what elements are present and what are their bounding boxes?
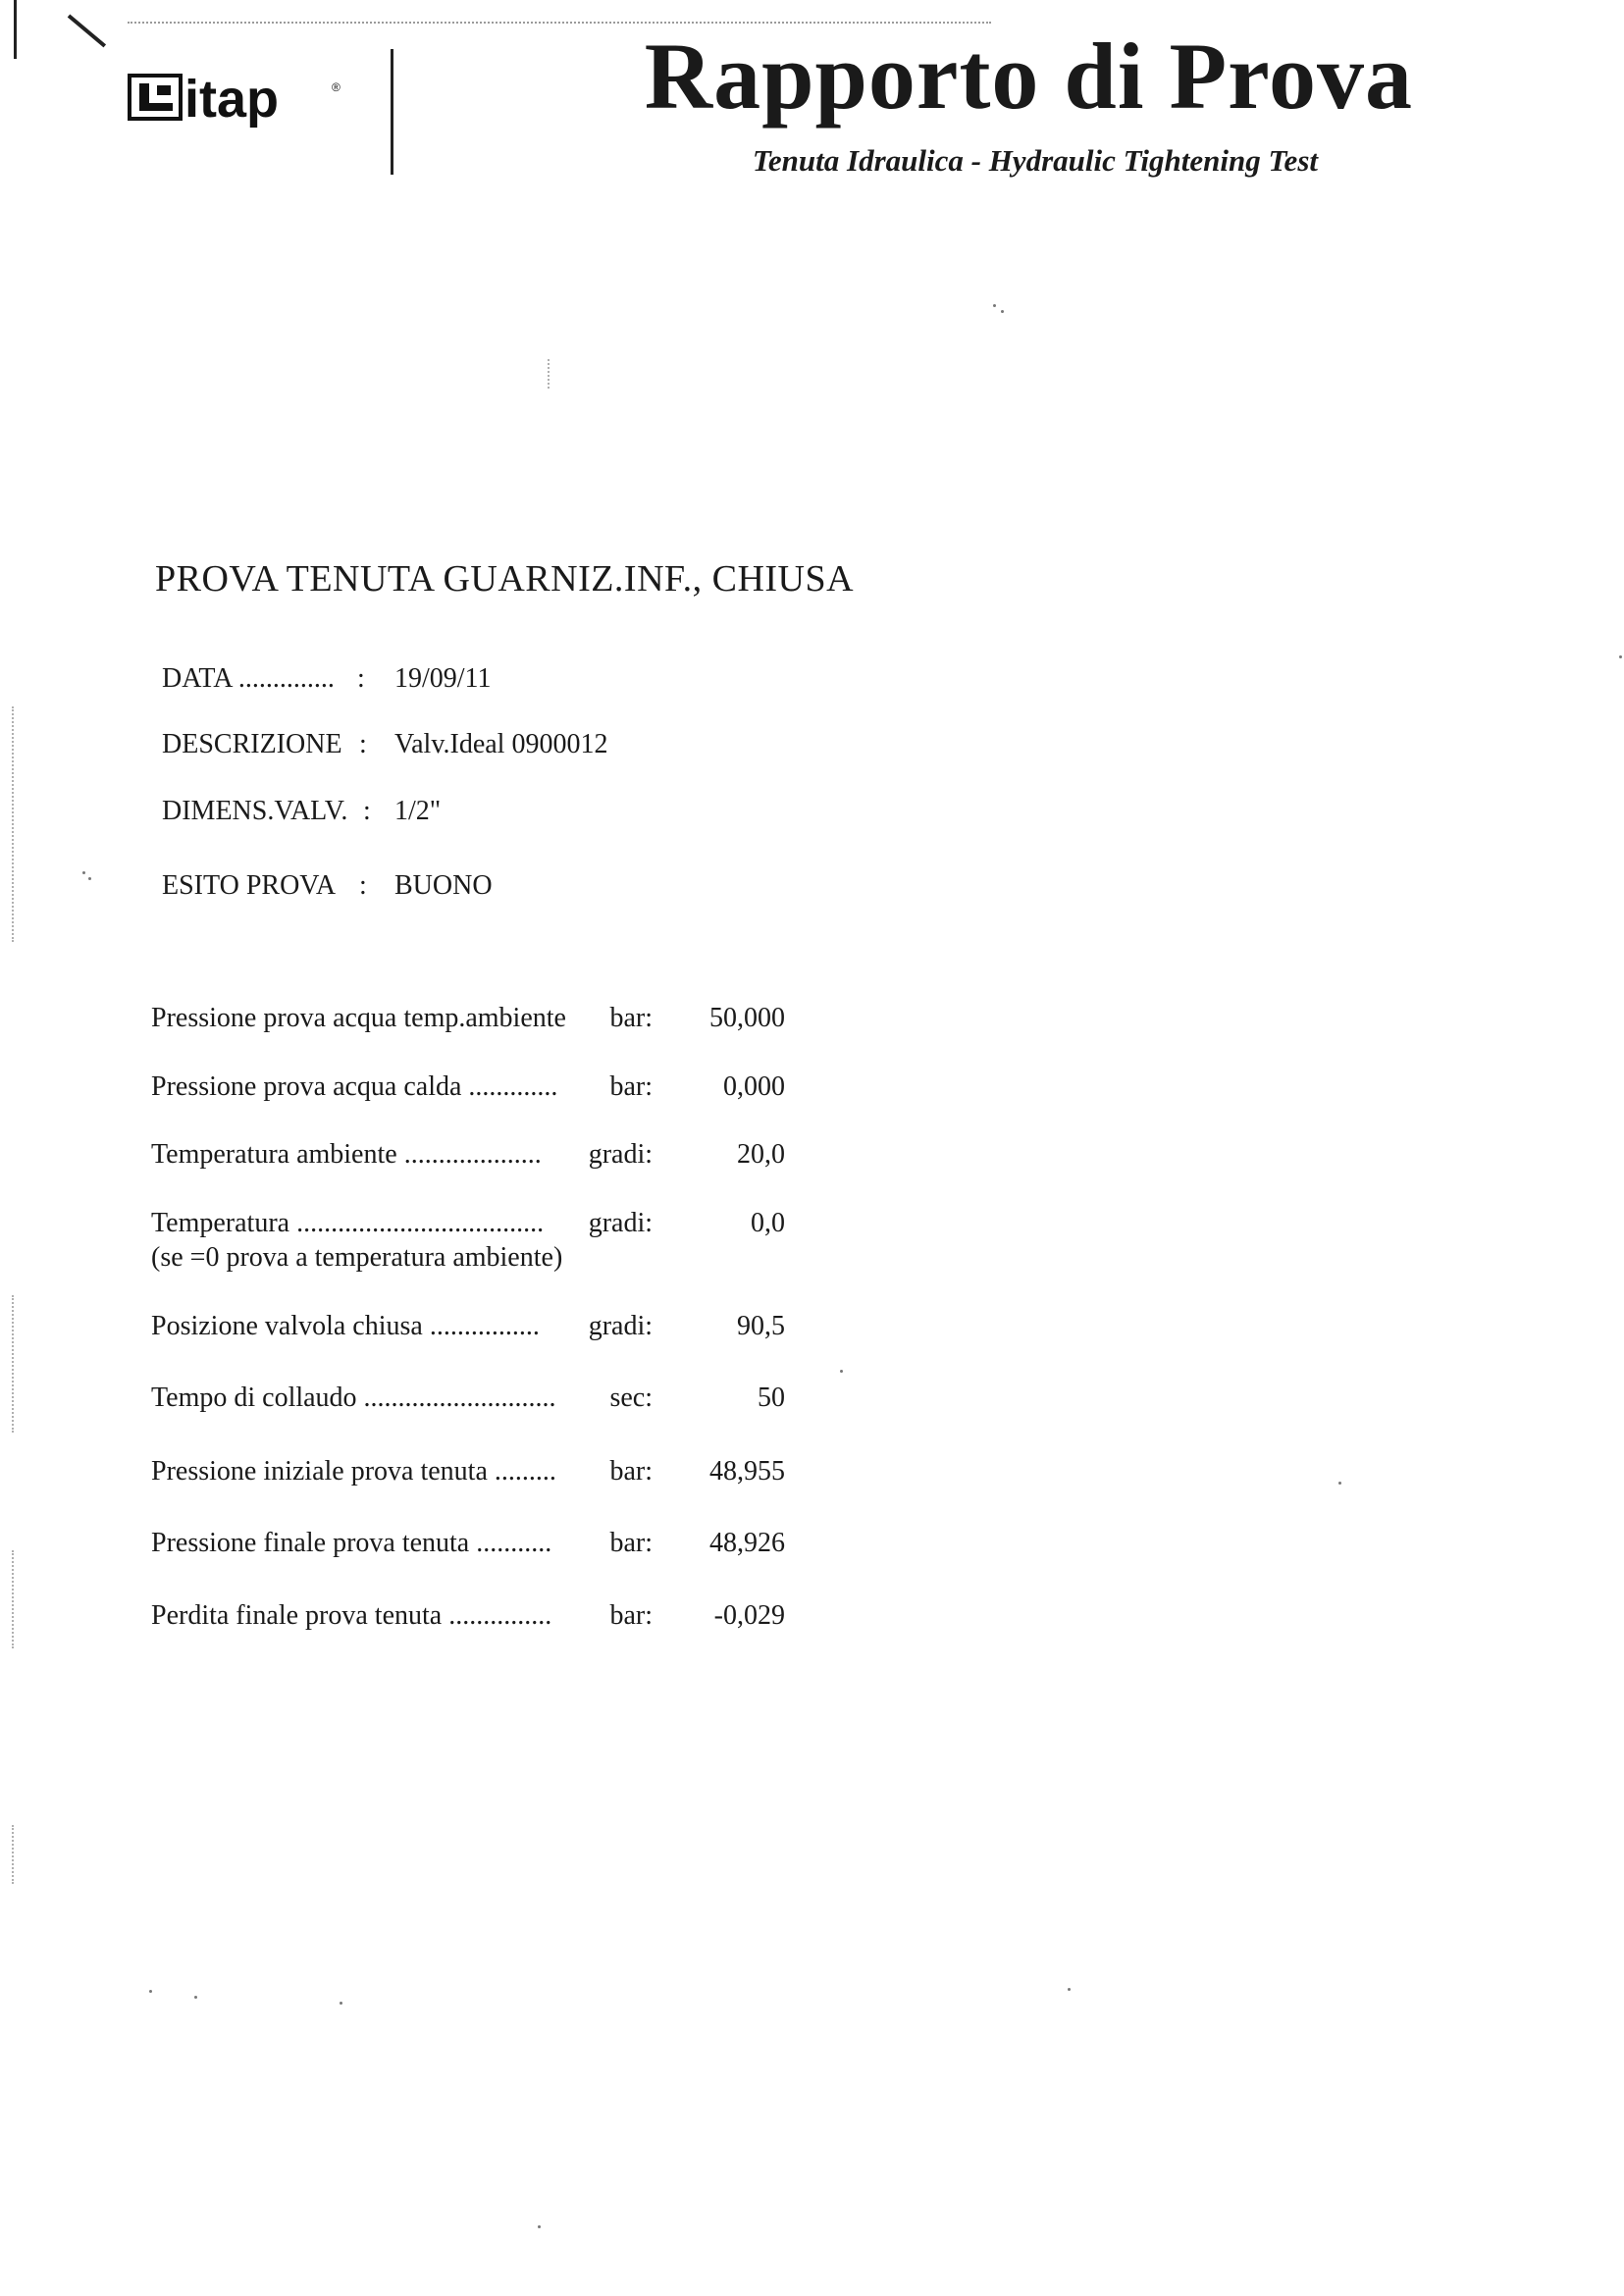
measurement-label: Perdita finale prova tenuta ............... <box>151 1600 552 1631</box>
scan-speck <box>149 1990 152 1993</box>
scan-speck <box>194 1996 197 1999</box>
info-colon: : <box>363 796 371 826</box>
info-value-valve-size: 1/2" <box>394 796 442 826</box>
measurement-unit: sec: <box>609 1383 653 1413</box>
scan-edge-dots <box>12 1550 14 1648</box>
measurement-label: Posizione valvola chiusa ................ <box>151 1311 540 1341</box>
scan-speck <box>1001 310 1004 313</box>
header-divider <box>391 49 393 175</box>
info-colon: : <box>357 663 365 694</box>
itap-logo <box>128 72 353 129</box>
scan-edge-mark <box>14 0 17 59</box>
measurement-value: 48,955 <box>709 1456 785 1487</box>
info-label-result: ESITO PROVA <box>162 870 337 901</box>
scan-slash-mark <box>68 14 106 47</box>
registered-mark: ® <box>332 80 341 94</box>
scan-speck <box>538 2225 541 2228</box>
info-label-description: DESCRIZIONE <box>162 729 342 759</box>
measurement-value: 48,926 <box>709 1528 785 1558</box>
itap-logo-icon <box>128 72 353 132</box>
measurement-label: Temperatura .................................... <box>151 1208 545 1238</box>
scan-speck <box>840 1370 843 1373</box>
measurement-unit: bar: <box>609 1071 653 1102</box>
measurement-unit: bar: <box>609 1003 653 1033</box>
scan-edge-dots <box>12 706 14 942</box>
scan-speck <box>1068 1988 1071 1991</box>
measurement-label: Pressione prova acqua calda ............. <box>151 1071 558 1102</box>
scan-speck <box>993 304 996 307</box>
measurement-note: (se =0 prova a temperatura ambiente) <box>151 1242 563 1273</box>
measurement-value: -0,029 <box>713 1600 785 1631</box>
scan-edge-dots <box>12 1825 14 1884</box>
measurement-value: 20,0 <box>737 1139 785 1170</box>
measurement-value: 0,0 <box>751 1208 785 1238</box>
measurement-value: 0,000 <box>723 1071 785 1102</box>
report-subtitle: Tenuta Idraulica - Hydraulic Tightening Test <box>752 143 1318 178</box>
measurement-unit: gradi: <box>588 1208 653 1238</box>
measurement-label: Tempo di collaudo ............................ <box>151 1383 556 1413</box>
scan-speck <box>1619 655 1622 658</box>
info-colon: : <box>359 729 367 759</box>
measurement-unit: bar: <box>609 1456 653 1487</box>
info-value-date: 19/09/11 <box>394 663 492 694</box>
logo-wordmark: itap <box>184 72 280 129</box>
scan-speck <box>88 877 91 880</box>
info-value-description: Valv.Ideal 0900012 <box>394 729 608 759</box>
measurement-unit: bar: <box>609 1600 653 1631</box>
test-title: PROVA TENUTA GUARNIZ.INF., CHIUSA <box>155 558 855 600</box>
measurement-label: Pressione finale prova tenuta ........... <box>151 1528 552 1558</box>
measurement-unit: gradi: <box>588 1311 653 1341</box>
scan-speck-line <box>548 359 550 389</box>
measurement-label: Pressione iniziale prova tenuta ......... <box>151 1456 556 1487</box>
measurement-value: 50,000 <box>709 1003 785 1033</box>
measurement-label: Temperatura ambiente .................... <box>151 1139 542 1170</box>
info-label-valve-size: DIMENS.VALV. <box>162 796 348 826</box>
scan-edge-dots <box>12 1295 14 1433</box>
measurement-value: 50 <box>758 1383 785 1413</box>
info-label-date: DATA .............. <box>162 663 335 694</box>
measurement-value: 90,5 <box>737 1311 785 1341</box>
scan-speck <box>340 2002 342 2005</box>
report-title: Rapporto di Prova <box>644 24 1413 129</box>
info-colon: : <box>359 870 367 901</box>
measurement-unit: bar: <box>609 1528 653 1558</box>
info-value-result: BUONO <box>394 870 493 901</box>
scan-speck <box>82 871 85 874</box>
measurement-label: Pressione prova acqua temp.ambiente <box>151 1003 566 1033</box>
measurement-unit: gradi: <box>588 1139 653 1170</box>
scan-speck <box>1338 1482 1341 1485</box>
